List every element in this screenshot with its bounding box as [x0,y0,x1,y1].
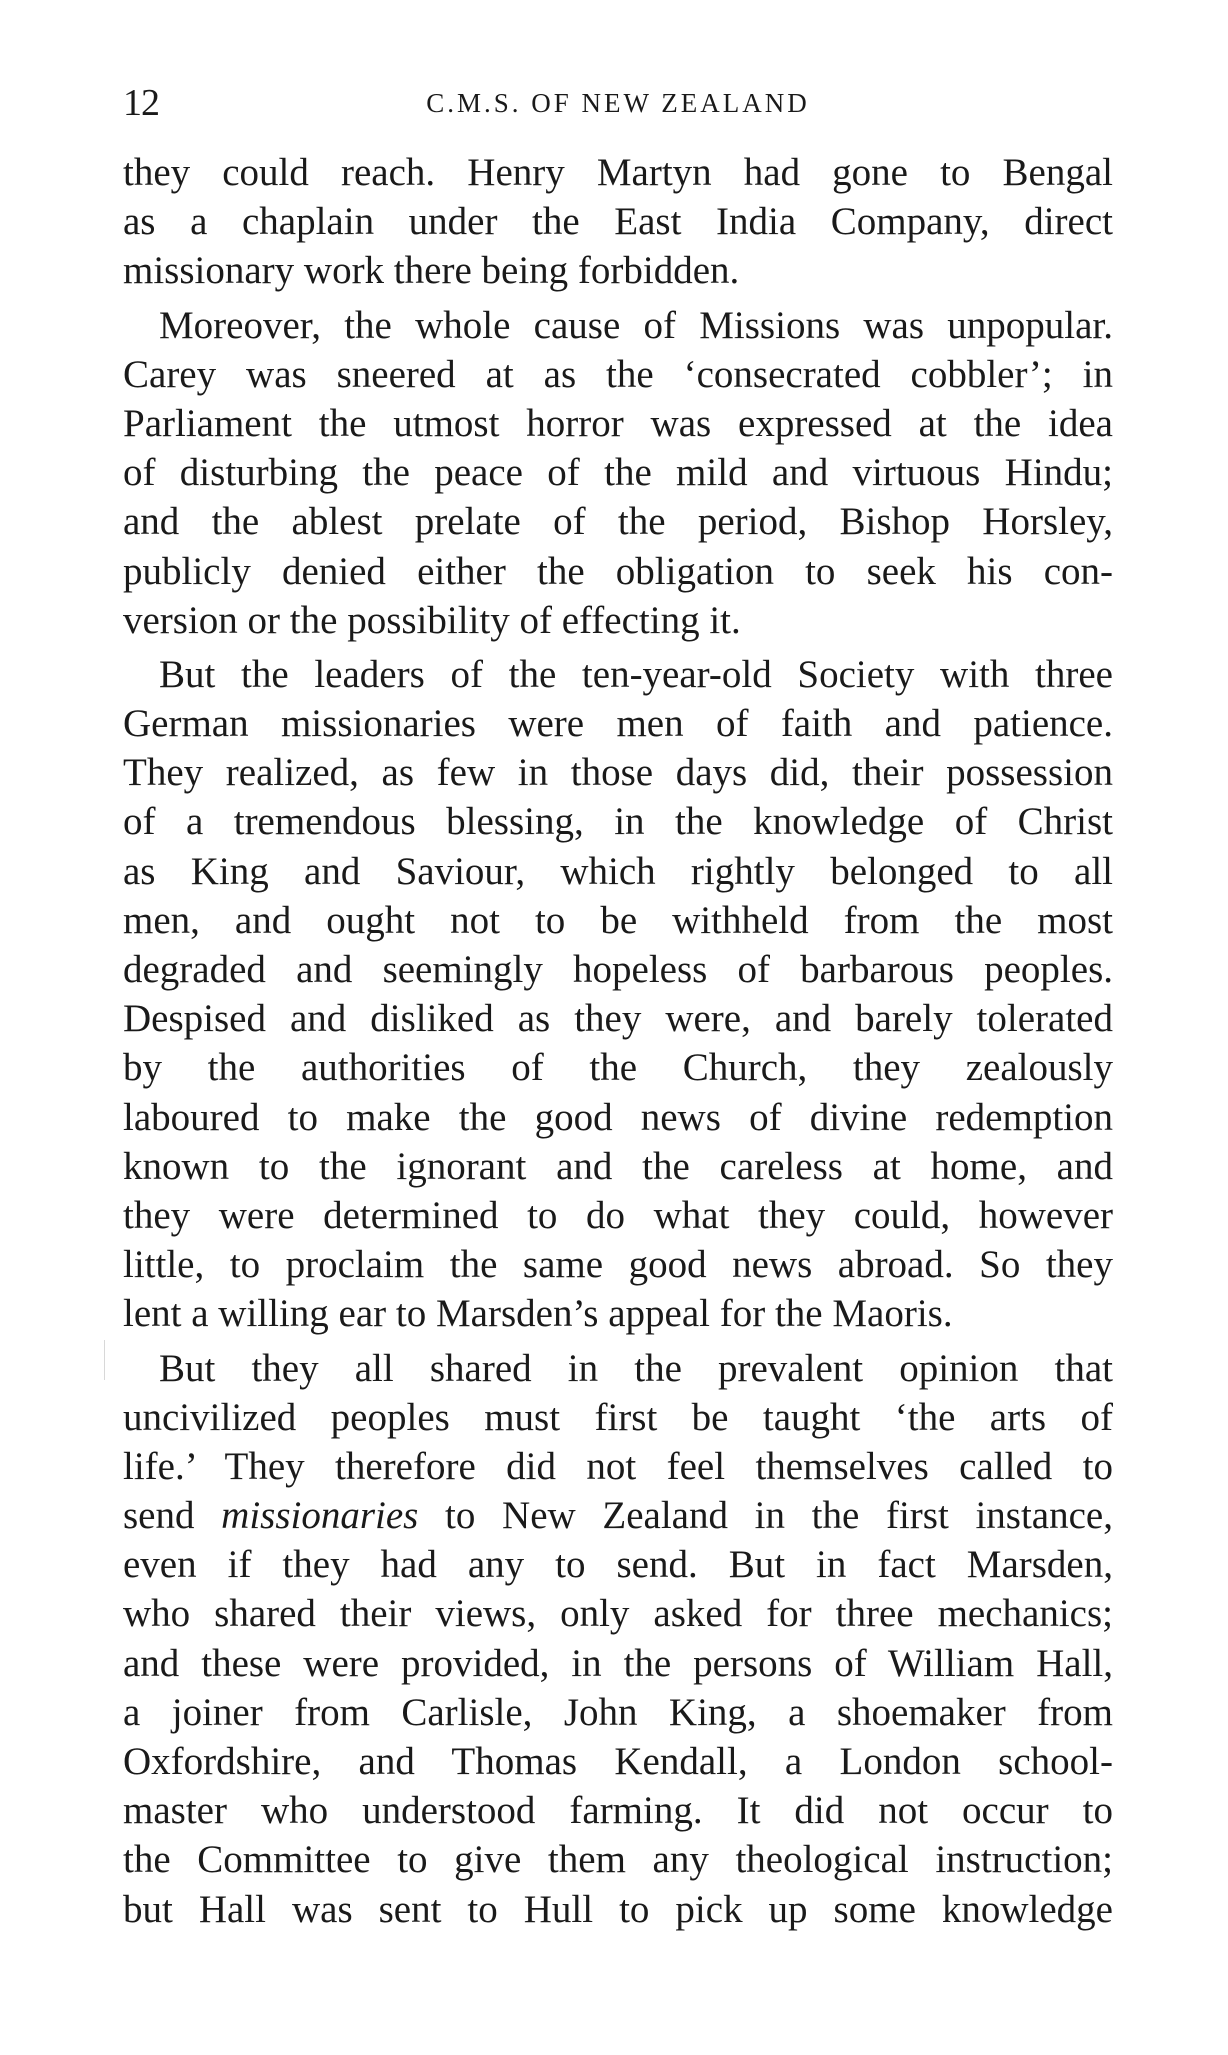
text-line: as a chaplain under the East India Company, direct [123,200,1113,244]
text-line: by the authorities of the Church, they zealously [123,1046,1113,1090]
scan-mark [104,1340,105,1380]
text-line: version or the possibility of effecting it. [123,598,741,642]
text-line: laboured to make the good news of divine redemption [123,1095,1113,1139]
text-line: even if they had any to send. But in fact Marsden, [123,1543,1113,1587]
text-line: who shared their views, only asked for three mechanics; [123,1592,1113,1636]
text-line: they were determined to do what they could, however [123,1193,1113,1237]
text-line: Moreover, the whole cause of Missions was unpopular. [159,303,1113,347]
paragraph [123,301,1113,645]
text-line: Despised and disliked as they were, and barely tolerated [123,997,1113,1041]
text-line: Carey was sneered at as the ‘consecrated cobbler’; in [123,352,1113,396]
text-line: known to the ignorant and the careless at home, and [123,1144,1113,1188]
text-line: a joiner from Carlisle, John King, a shoemaker from [123,1690,1113,1734]
text-line: publicly denied either the obligation to seek his con- [123,549,1113,593]
text-line: and the ablest prelate of the period, Bishop Horsley, [123,500,1113,544]
text-line: but Hall was sent to Hull to pick up some knowledge [123,1887,1113,1931]
text-line: of a tremendous blessing, in the knowledge of Christ [123,800,1113,844]
running-head [123,78,1113,128]
text-fragment: to New Zealand in the first instance, [418,1494,1113,1538]
paragraph [123,650,1113,1339]
text-line: men, and ought not to be withheld from the most [123,898,1113,942]
text-line: the Committee to give them any theological instruction; [123,1838,1113,1882]
text-line: they could reach. Henry Martyn had gone to Bengal [123,151,1113,194]
emphasis: missionaries [221,1494,419,1538]
page-number: 12 [123,82,159,124]
body-text [123,148,1113,1934]
text-line: missionary work there being forbidden. [123,249,740,293]
text-line: life.’ They therefore did not feel themselves called to [123,1444,1113,1488]
text-line: But they all shared in the prevalent opinion that [159,1346,1113,1390]
paragraph [123,1344,1113,1934]
text-line: master who understood farming. It did not occur to [123,1789,1113,1833]
text-fragment: send [123,1494,222,1538]
text-line: Oxfordshire, and Thomas Kendall, a London school- [123,1740,1113,1783]
text-line: degraded and seemingly hopeless of barbarous peoples. [123,948,1113,991]
text-line: little, to proclaim the same good news abroad. So they [123,1243,1113,1287]
text-line: and these were provided, in the persons of William Hall, [123,1641,1113,1685]
text-line: uncivilized peoples must first be taught ‘the arts of [123,1395,1113,1439]
text-line: lent a willing ear to Marsden’s appeal for the Maoris. [123,1292,953,1336]
text-line: of disturbing the peace of the mild and virtuous Hindu; [123,451,1113,495]
paragraph [123,148,1113,296]
running-head-title: C.M.S. OF NEW ZEALAND [426,88,810,118]
text-line: But the leaders of the ten-year-old Society with three [159,652,1113,696]
text-line-with-italic [123,1491,1113,1540]
text-line: They realized, as few in those days did, their possession [123,751,1113,795]
text-line: as King and Saviour, which rightly belonged to all [123,849,1113,893]
text-line: German missionaries were men of faith and patience. [123,702,1113,746]
text-line: Parliament the utmost horror was expressed at the idea [123,401,1113,445]
